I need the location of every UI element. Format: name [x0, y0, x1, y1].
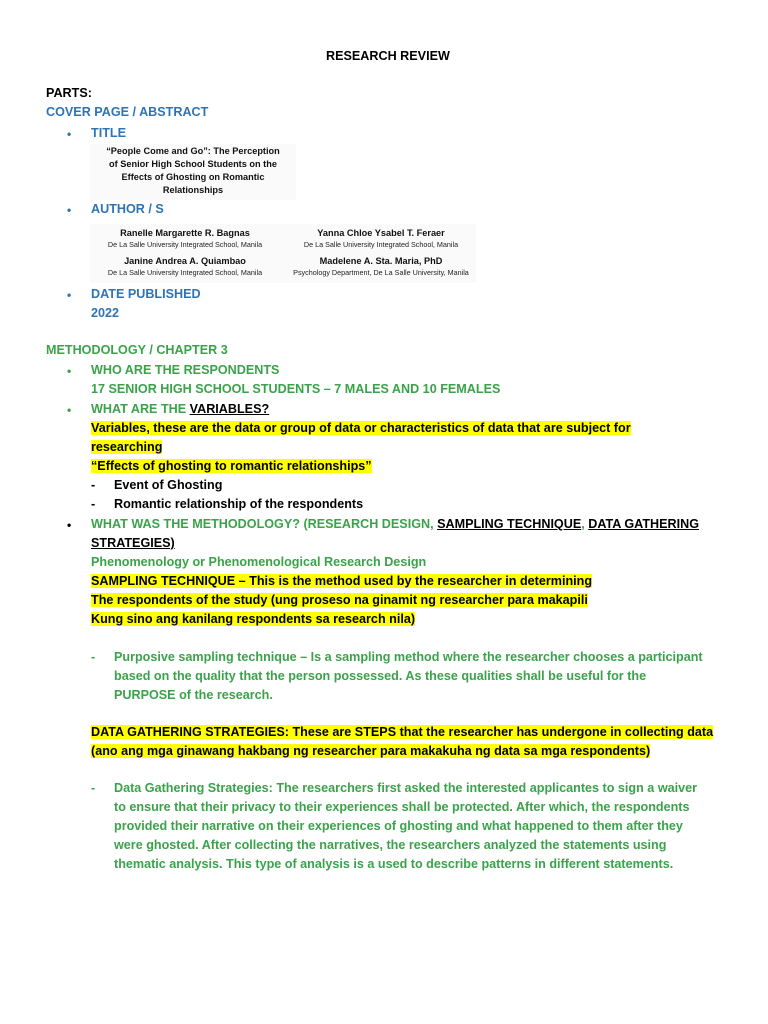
author-name: Janine Andrea A. Quiambao: [124, 256, 246, 266]
bullet: •: [67, 403, 72, 417]
author-label: AUTHOR / S: [91, 202, 164, 216]
methodology-question-prefix: WHAT WAS THE METHODOLOGY? (RESEARCH DESIGN,: [91, 517, 438, 531]
bullet: •: [67, 518, 72, 532]
variables-definition: Variables, these are the data or group of data or characteristics of data that are subject for: [91, 421, 631, 435]
variables-quote: “Effects of ghosting to romantic relationships”: [91, 459, 372, 473]
variables-definition: researching: [91, 440, 163, 454]
sampling-definition: The respondents of the study (ung proseso na ginamit ng researcher para makapili: [91, 593, 588, 607]
paper-title-image: [90, 144, 296, 200]
data-gathering-text: Data Gathering Strategies: The researchers first asked the interested applicantes to sign a waiver: [114, 781, 698, 795]
author-affiliation: De La Salle University Integrated School, Manila: [107, 240, 263, 249]
bullet: •: [67, 288, 72, 302]
dash: -: [91, 650, 96, 664]
author-name: Ranelle Margarette R. Bagnas: [120, 228, 250, 238]
dash: -: [91, 478, 96, 492]
author-affiliation: Psychology Department, De La Salle University, Manila: [293, 268, 469, 277]
cover-heading: COVER PAGE / ABSTRACT: [46, 105, 209, 119]
variables-link[interactable]: VARIABLES?: [189, 402, 270, 416]
author-affiliation: De La Salle University Integrated School, Manila: [107, 268, 263, 277]
authors-image: [90, 224, 476, 283]
sampling-definition: SAMPLING TECHNIQUE – This is the method used by the researcher in determining: [91, 574, 593, 588]
variables-question: [91, 402, 269, 416]
bullet: •: [67, 203, 72, 217]
date-label: DATE PUBLISHED: [91, 287, 201, 301]
purposive-text: based on the quality that the person possessed. As these qualities shall be useful for the: [114, 669, 647, 683]
data-gathering-link[interactable]: DATA GATHERING: [588, 517, 699, 531]
sampling-definition: Kung sino ang kanilang respondents sa research nila): [91, 612, 416, 626]
document-title: RESEARCH REVIEW: [326, 49, 450, 63]
title-label: TITLE: [91, 126, 126, 140]
data-gathering-definition: (ano ang mga ginawang hakbang ng researcher para makakuha ng data sa mga respondents): [91, 744, 651, 758]
dash: -: [91, 781, 96, 795]
author-name: Madelene A. Sta. Maria, PhD: [319, 256, 443, 266]
data-gathering-text: to ensure that their privacy to their experiences shall be protected. After which, the respondents: [114, 800, 690, 814]
comma: ,: [581, 517, 589, 531]
dash: -: [91, 497, 96, 511]
sampling-technique-link[interactable]: SAMPLING TECHNIQUE: [437, 517, 582, 531]
data-gathering-text: provided their narrative on their experiences of ghosting and what happened to them after they: [114, 819, 683, 833]
paper-title-line: Relationships: [162, 185, 224, 195]
parts-label: PARTS:: [46, 86, 92, 100]
date-value: 2022: [91, 306, 120, 320]
methodology-question: [91, 517, 699, 531]
bullet: •: [67, 127, 72, 141]
respondents-value: 17 SENIOR HIGH SCHOOL STUDENTS – 7 MALES AND 10 FEMALES: [91, 382, 501, 396]
author-name: Yanna Chloe Ysabel T. Feraer: [317, 228, 445, 238]
data-gathering-text: thematic analysis. This type of analysis is a used to describe patterns in different statements.: [114, 857, 674, 871]
respondents-label: WHO ARE THE RESPONDENTS: [91, 363, 280, 377]
data-gathering-text: were ghosted. After collecting the narratives, the researchers analyzed the statements using: [114, 838, 667, 852]
variable-item: Event of Ghosting: [114, 478, 223, 492]
author-affiliation: De La Salle University Integrated School, Manila: [303, 240, 459, 249]
purposive-text: Purposive sampling technique – Is a sampling method where the researcher chooses a participant: [114, 650, 703, 664]
paper-title-line: of Senior High School Students on the: [109, 159, 277, 169]
strategies-link[interactable]: STRATEGIES): [91, 536, 175, 550]
purposive-text: PURPOSE of the research.: [114, 688, 273, 702]
methodology-heading: METHODOLOGY / CHAPTER 3: [46, 343, 228, 357]
data-gathering-definition: DATA GATHERING STRATEGIES: These are STEPS that the researcher has undergone in collecting data: [91, 725, 714, 739]
paper-title-line: Effects of Ghosting on Romantic: [121, 172, 265, 182]
research-design-value: Phenomenology or Phenomenological Research Design: [91, 555, 427, 569]
bullet: •: [67, 364, 72, 378]
variables-question-prefix: WHAT ARE THE: [91, 402, 190, 416]
variable-item: Romantic relationship of the respondents: [114, 497, 364, 511]
paper-title-line: “People Come and Go”: The Perception: [106, 146, 280, 156]
